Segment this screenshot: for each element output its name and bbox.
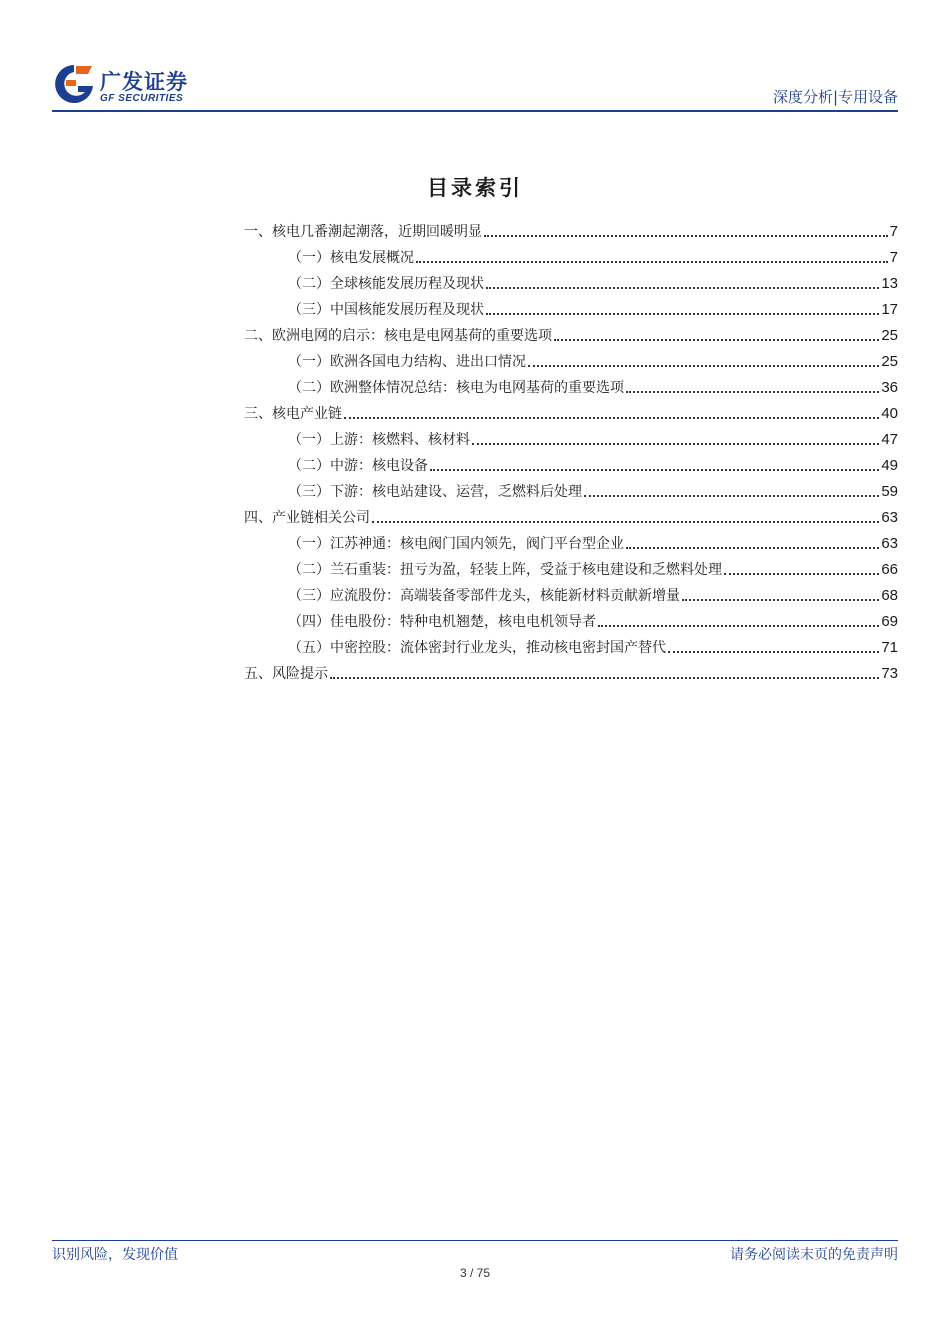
toc-entry-page: 25 [881, 327, 898, 344]
footer-disclaimer-note: 请务必阅读末页的免责声明 [730, 1247, 898, 1263]
toc-entry-page: 13 [881, 275, 898, 292]
page-header [52, 62, 898, 110]
toc-entry-page: 7 [889, 249, 898, 266]
toc-dot-leader [486, 287, 879, 289]
toc-entry[interactable] [244, 216, 898, 242]
toc-entry-label: （二）兰石重装：扭亏为盈，轻装上阵，受益于核电建设和乏燃料处理 [288, 562, 722, 578]
toc-dot-leader [584, 495, 879, 497]
toc-entry[interactable] [244, 398, 898, 424]
toc-entry[interactable] [244, 658, 898, 684]
toc-entry[interactable] [244, 450, 898, 476]
toc-dot-leader [682, 599, 879, 601]
toc-entry-page: 63 [881, 509, 898, 526]
toc-entry[interactable] [244, 502, 898, 528]
toc-entry[interactable] [244, 606, 898, 632]
toc-entry-label: 一、核电几番潮起潮落，近期回暖明显 [244, 224, 482, 240]
header-divider [52, 110, 898, 112]
toc-entry[interactable] [244, 294, 898, 320]
toc-dot-leader [330, 677, 879, 679]
footer-divider [52, 1240, 898, 1241]
toc-title: 目录索引 [427, 176, 523, 200]
toc-dot-leader [344, 417, 879, 419]
toc-entry-page: 63 [881, 535, 898, 552]
toc-dot-leader [484, 235, 888, 237]
toc-dot-leader [486, 313, 879, 315]
toc-entry[interactable] [244, 632, 898, 658]
toc-dot-leader [472, 443, 879, 445]
toc-entry-page: 66 [881, 561, 898, 578]
toc-entry-page: 73 [881, 665, 898, 682]
toc-entry-label: （二）全球核能发展历程及现状 [288, 276, 484, 292]
toc-entry-label: （一）江苏神通：核电阀门国内领先，阀门平台型企业 [288, 536, 624, 552]
toc-entry-page: 68 [881, 587, 898, 604]
toc-entry-label: （三）中国核能发展历程及现状 [288, 302, 484, 318]
toc-entry[interactable] [244, 242, 898, 268]
toc-entry-page: 25 [881, 353, 898, 370]
logo-english-name: GF SECURITIES [100, 93, 184, 104]
toc-entry-page: 40 [881, 405, 898, 422]
toc-entry[interactable] [244, 372, 898, 398]
toc-entry-page: 36 [881, 379, 898, 396]
toc-dot-leader [626, 391, 879, 393]
toc-entry-page: 7 [889, 223, 898, 240]
toc-entry-page: 49 [881, 457, 898, 474]
toc-dot-leader [668, 651, 879, 653]
footer-slogan: 识别风险，发现价值 [52, 1247, 178, 1263]
toc-dot-leader [554, 339, 879, 341]
page-indicator: 3 / 75 [459, 1266, 491, 1280]
toc-dot-leader [598, 625, 879, 627]
toc-entry[interactable] [244, 554, 898, 580]
table-of-contents [244, 216, 898, 684]
toc-dot-leader [626, 547, 879, 549]
logo-chinese-name: 广发证券 [100, 70, 188, 94]
toc-entry-label: （一）核电发展概况 [288, 250, 414, 266]
toc-entry[interactable] [244, 424, 898, 450]
toc-entry[interactable] [244, 528, 898, 554]
report-category: 深度分析|专用设备 [772, 88, 898, 106]
toc-entry-label: 三、核电产业链 [244, 406, 342, 422]
toc-dot-leader [430, 469, 879, 471]
toc-entry-label: （二）欧洲整体情况总结：核电为电网基荷的重要选项 [288, 380, 624, 396]
toc-entry-label: 四、产业链相关公司 [244, 510, 370, 526]
toc-entry-page: 71 [881, 639, 898, 656]
toc-entry-label: 五、风险提示 [244, 666, 328, 682]
toc-entry-page: 59 [881, 483, 898, 500]
toc-entry-page: 69 [881, 613, 898, 630]
toc-entry-page: 17 [881, 301, 898, 318]
toc-entry[interactable] [244, 268, 898, 294]
toc-entry[interactable] [244, 320, 898, 346]
gf-logo [52, 62, 212, 108]
toc-entry[interactable] [244, 476, 898, 502]
toc-dot-leader [372, 521, 879, 523]
toc-entry-label: （一）欧洲各国电力结构、进出口情况 [288, 354, 526, 370]
toc-entry-page: 47 [881, 431, 898, 448]
toc-dot-leader [416, 261, 888, 263]
toc-dot-leader [528, 365, 879, 367]
gf-logo-icon [52, 62, 96, 106]
toc-entry-label: （一）上游：核燃料、核材料 [288, 432, 470, 448]
toc-entry-label: （五）中密控股：流体密封行业龙头，推动核电密封国产替代 [288, 640, 666, 656]
toc-dot-leader [724, 573, 879, 575]
toc-entry[interactable] [244, 346, 898, 372]
toc-entry-label: （三）下游：核电站建设、运营，乏燃料后处理 [288, 484, 582, 500]
toc-entry-label: （二）中游：核电设备 [288, 458, 428, 474]
toc-entry-label: （三）应流股份：高端装备零部件龙头，核能新材料贡献新增量 [288, 588, 680, 604]
toc-entry-label: （四）佳电股份：特种电机翘楚，核电电机领导者 [288, 614, 596, 630]
toc-entry[interactable] [244, 580, 898, 606]
toc-entry-label: 二、欧洲电网的启示：核电是电网基荷的重要选项 [244, 328, 552, 344]
